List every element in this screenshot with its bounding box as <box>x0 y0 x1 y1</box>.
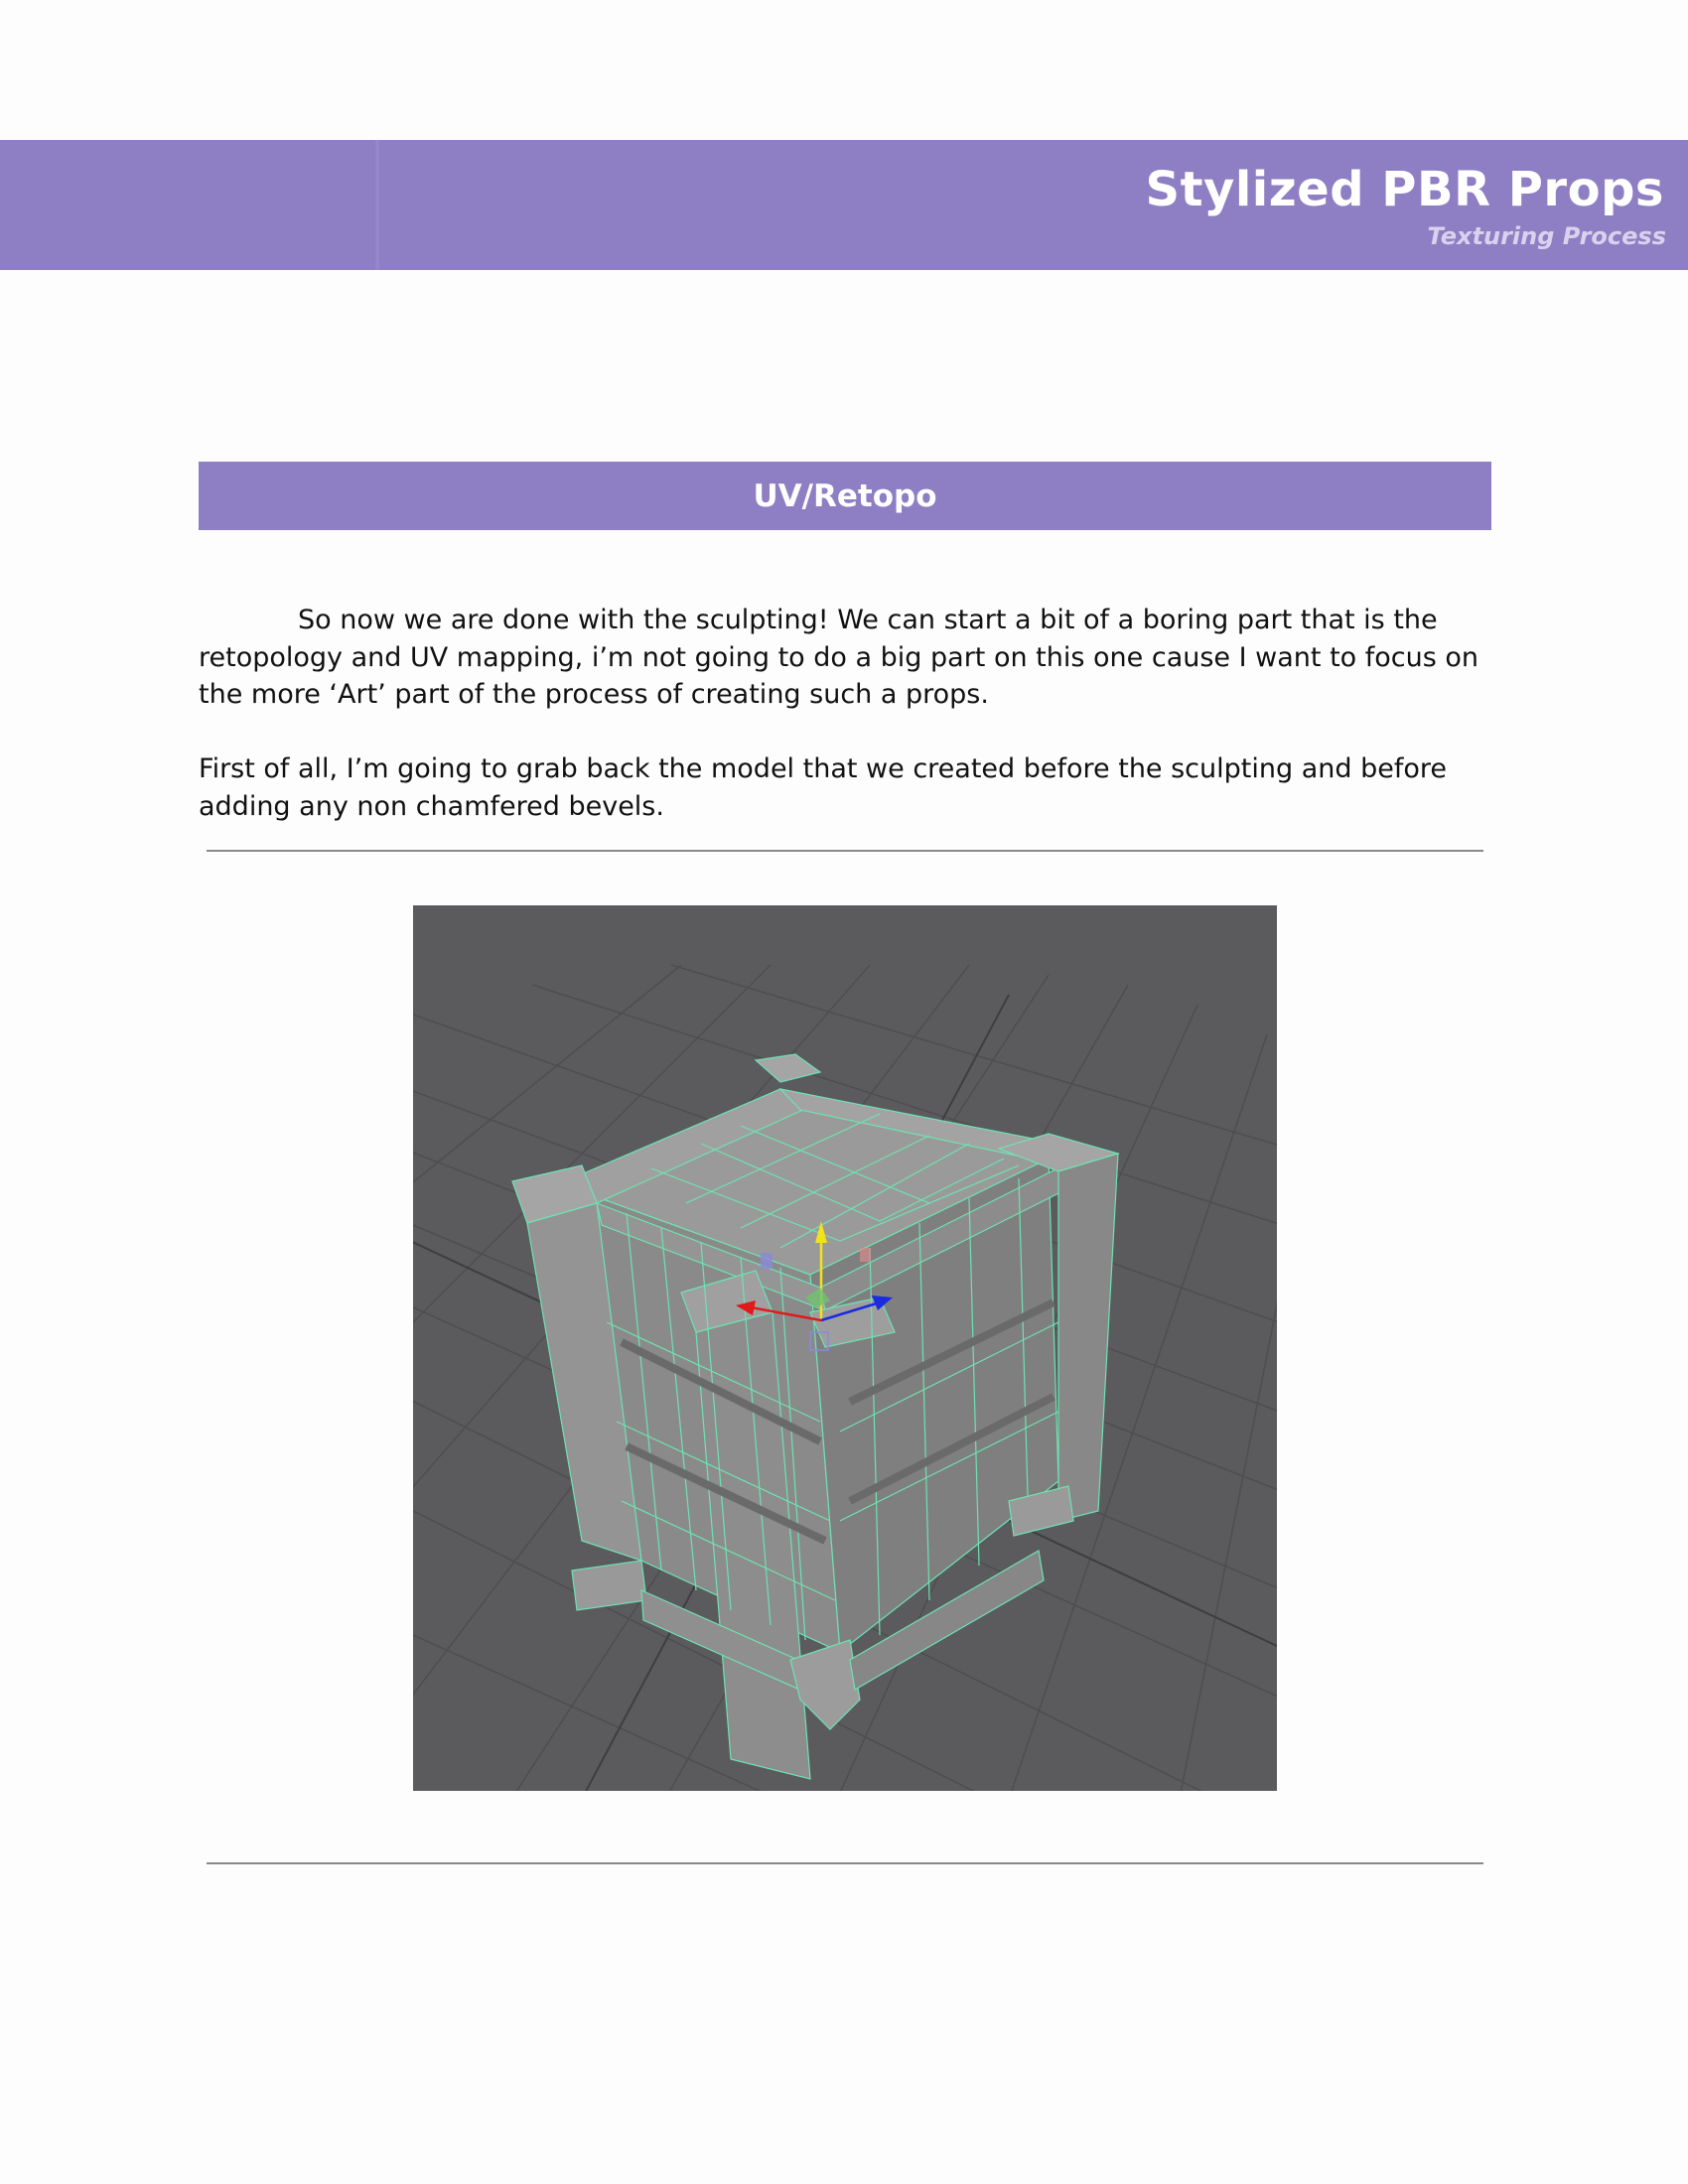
section-header <box>199 462 1491 530</box>
section-title: UV/Retopo <box>753 478 937 514</box>
crate-mesh <box>512 1054 1118 1779</box>
paragraph-intro: So now we are done with the sculpting! We can start a bit of a boring part that is the retopology and UV mapping, i’m not going to do a big part on this one cause I want to focus on the more ‘Art’ part of the process of creating such a props. <box>199 605 1479 710</box>
document-subtitle: Texturing Process <box>1427 222 1666 250</box>
body-text <box>199 602 1489 825</box>
crate-wireframe-figure <box>413 905 1277 1791</box>
divider-top <box>207 850 1483 852</box>
viewport-render <box>413 905 1277 1791</box>
document-title: Stylized PBR Props <box>1145 162 1664 217</box>
paragraph-model: First of all, I’m going to grab back the model that we created before the sculpting and before adding any non chamfered bevels. <box>199 753 1447 822</box>
divider-bottom <box>207 1862 1483 1864</box>
header-divider <box>375 140 379 270</box>
header-band <box>0 140 1688 270</box>
